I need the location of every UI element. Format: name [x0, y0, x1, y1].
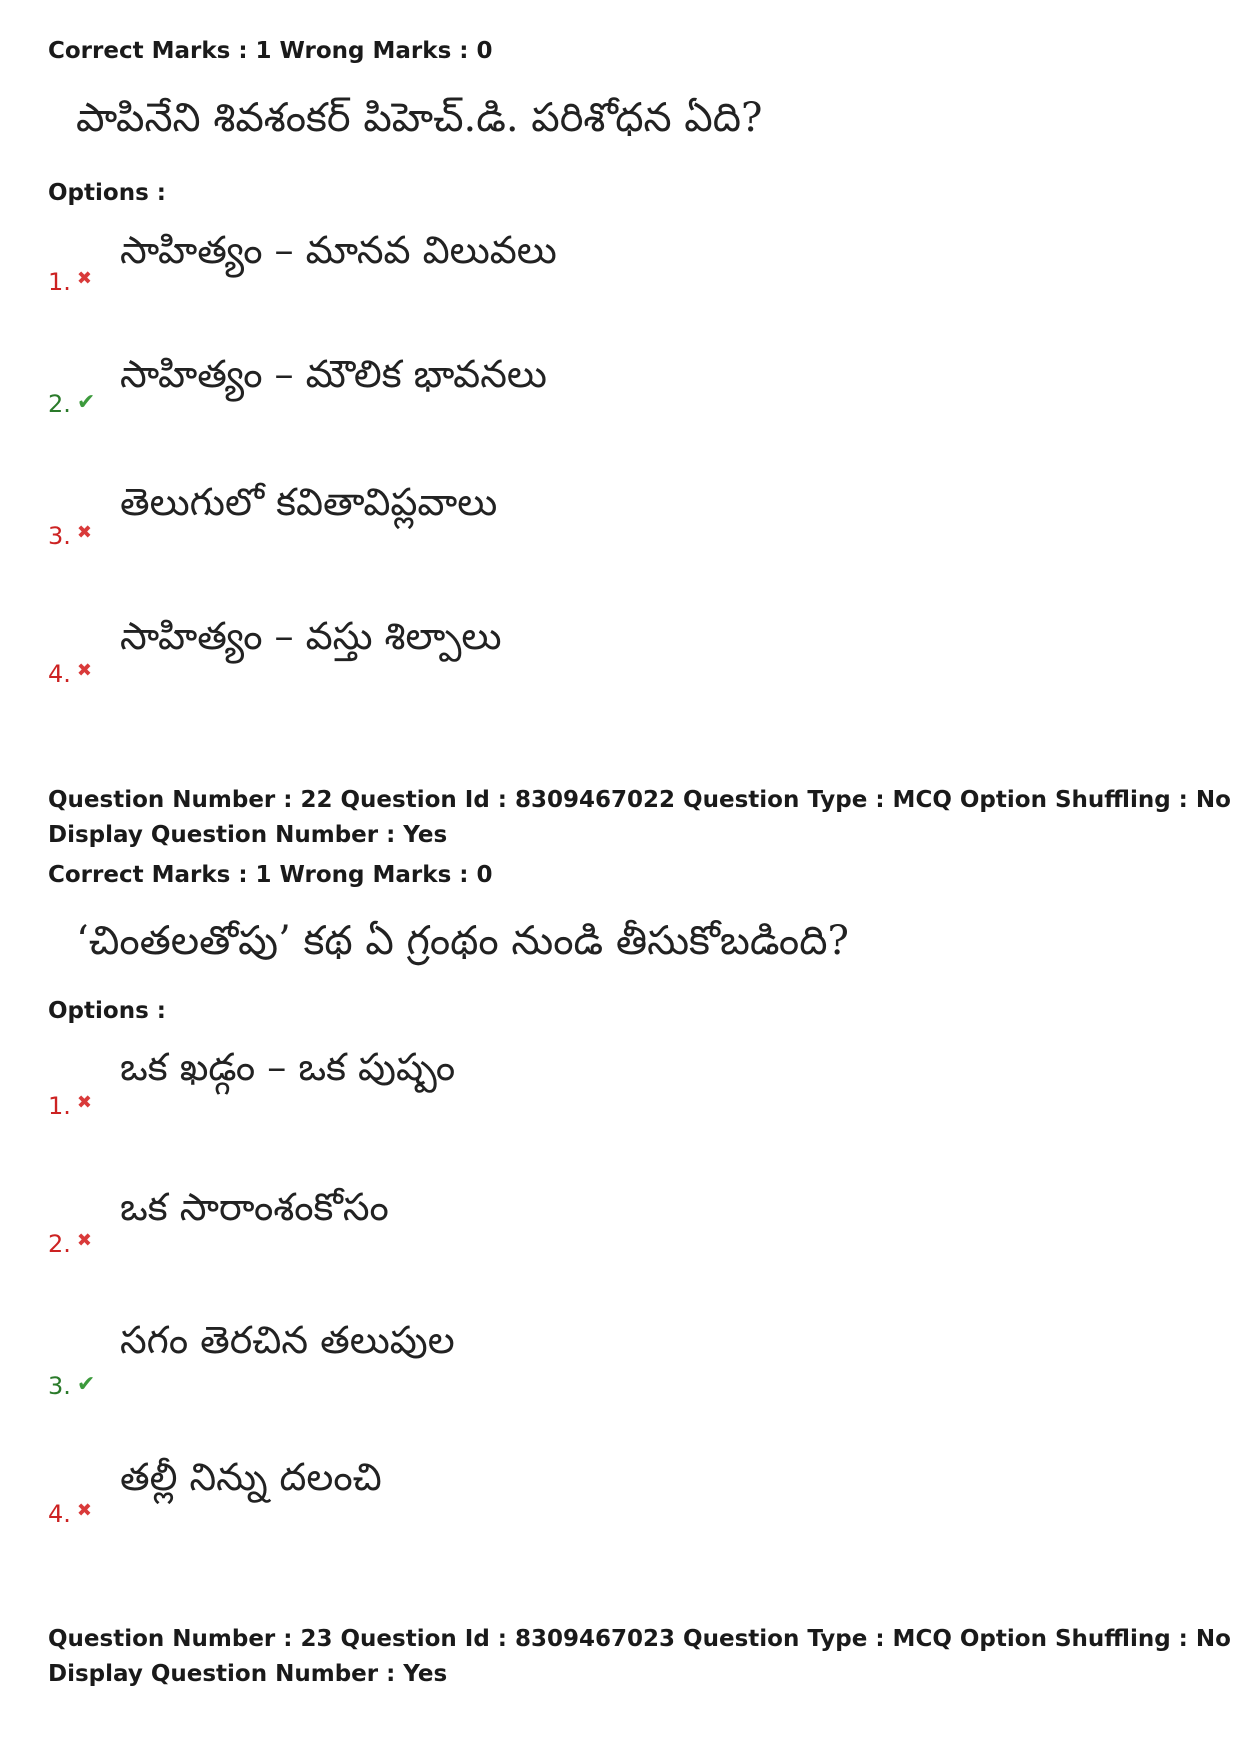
q21-option-4-number — [48, 660, 92, 688]
option-number: 4. — [48, 1500, 71, 1528]
q23-header-line-1: Question Number : 23 Question Id : 8309467023 Question Type : MCQ Option Shuffling : No — [48, 1626, 1231, 1652]
q22-marks: Correct Marks : 1 Wrong Marks : 0 — [48, 862, 493, 888]
option-number: 1. — [48, 1092, 71, 1120]
q21-options-label: Options : — [48, 180, 166, 206]
q22-option-3-text: సగం తెరచిన తలుపుల — [120, 1318, 455, 1362]
option-number: 3. — [48, 522, 71, 550]
option-number: 1. — [48, 268, 71, 296]
check-icon: ✔ — [76, 390, 96, 415]
q21-option-3-text: తెలుగులో కవితావిప్లవాలు — [120, 480, 498, 524]
q22-option-2-text: ఒక సారాంశంకోసం — [120, 1185, 389, 1229]
q22-question-text: ‘చింతలతోపు’ కథ ఏ గ్రంథం నుండి తీసుకోబడింది? — [76, 918, 849, 964]
q22-option-3-number — [48, 1372, 95, 1400]
q21-question-text: పాపినేని శివశంకర్ పిహెచ్.డి. పరిశోధన ఏది? — [76, 95, 763, 141]
option-number: 4. — [48, 660, 71, 688]
option-number: 2. — [48, 390, 71, 418]
cross-icon: ✖ — [76, 268, 92, 289]
q22-option-1-text: ఒక ఖడ్గం – ఒక పుష్పం — [120, 1045, 456, 1089]
q21-option-1-number — [48, 268, 92, 296]
q22-header-line-1: Question Number : 22 Question Id : 8309467022 Question Type : MCQ Option Shuffling : No — [48, 787, 1231, 813]
option-number: 2. — [48, 1230, 71, 1258]
q22-option-4-text: తల్లీ నిన్ను దలంచి — [120, 1455, 382, 1499]
q21-marks: Correct Marks : 1 Wrong Marks : 0 — [48, 38, 493, 64]
q22-option-2-number — [48, 1230, 92, 1258]
option-number: 3. — [48, 1372, 71, 1400]
q23-header-line-2: Display Question Number : Yes — [48, 1661, 448, 1687]
q21-option-2-text: సాహిత్యం – మౌలిక భావనలు — [120, 352, 547, 396]
cross-icon: ✖ — [76, 1092, 92, 1113]
q21-option-3-number — [48, 522, 92, 550]
cross-icon: ✖ — [76, 522, 92, 543]
check-icon: ✔ — [76, 1372, 96, 1397]
q21-option-2-number — [48, 390, 95, 418]
q22-header-line-2: Display Question Number : Yes — [48, 822, 448, 848]
q21-option-4-text: సాహిత్యం – వస్తు శిల్పాలు — [120, 614, 502, 658]
cross-icon: ✖ — [76, 660, 92, 681]
q21-option-1-text: సాహిత్యం – మానవ విలువలు — [120, 228, 557, 272]
q22-option-1-number — [48, 1092, 92, 1120]
cross-icon: ✖ — [76, 1230, 92, 1251]
q22-options-label: Options : — [48, 998, 166, 1024]
q22-option-4-number — [48, 1500, 92, 1528]
cross-icon: ✖ — [76, 1500, 92, 1521]
